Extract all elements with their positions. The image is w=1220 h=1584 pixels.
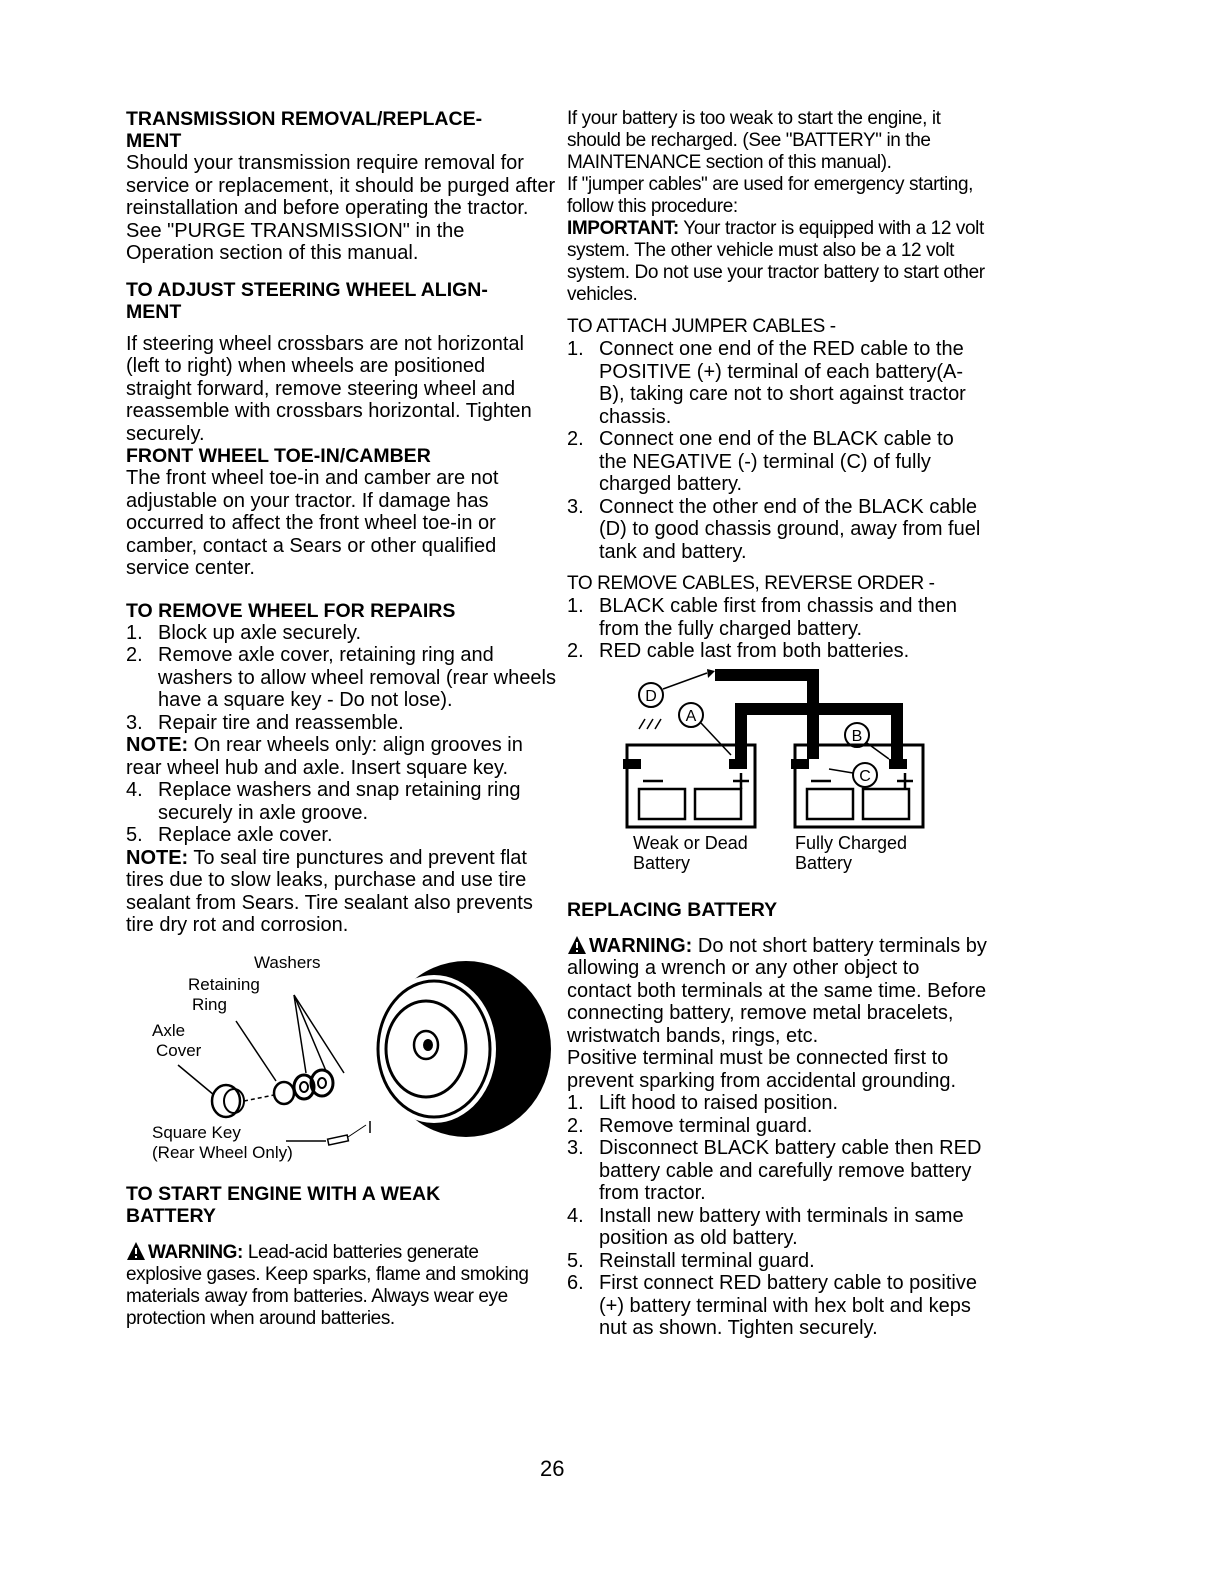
jumper-battery-drawing bbox=[567, 669, 987, 889]
replacing-battery-steps bbox=[567, 1092, 987, 1340]
weak-battery-heading: TO START ENGINE WITH A WEAK BATTERY bbox=[126, 1182, 441, 1227]
label-b: B bbox=[851, 727, 863, 745]
note-tire-sealant: NOTE: To seal tire punctures and prevent flat tires due to slow leaks, purchase and use tire sealant from Sears. Tire sealant also prevents tire dry rot and corrosion. bbox=[126, 846, 533, 936]
toe-in-body: The front wheel toe-in and camber are not adjustable on your tractor. If damage has occurred to affect the front wheel toe-in or camber, contact a Sears or other qualified service center. bbox=[126, 467, 499, 579]
list-item: 3. Connect the other end of the BLACK cable (D) to good chassis ground, away from fuel tank and battery. bbox=[567, 495, 981, 563]
list-item: 2. RED cable last from both batteries. bbox=[567, 640, 910, 662]
label-rear-wheel-only: (Rear Wheel Only) bbox=[152, 1142, 293, 1162]
attach-cables-heading: TO ATTACH JUMPER CABLES - bbox=[567, 316, 836, 337]
list-item: 5. Replace axle cover. bbox=[126, 824, 333, 846]
list-item: 4. Install new battery with terminals in same position as old battery. bbox=[567, 1204, 964, 1249]
replacing-battery-heading: REPLACING BATTERY bbox=[567, 898, 778, 921]
list-item: 2. Connect one end of the BLACK cable to the NEGATIVE (-) terminal (C) of fully charged battery. bbox=[567, 428, 954, 495]
label-square-key: Square Key bbox=[152, 1122, 241, 1142]
steering-body: If steering wheel crossbars are not horizontal (left to right) when wheels are positioned straight forward, remove steering wheel and reassemble with crossbars horizontal. Tighten securely. bbox=[126, 332, 532, 445]
note-rear-wheels: NOTE: On rear wheels only: align grooves in rear wheel hub and axle. Insert square key. bbox=[126, 734, 523, 779]
label-c: C bbox=[859, 767, 871, 785]
transmission-heading: TRANSMISSION REMOVAL/REPLACE- MENT bbox=[126, 108, 483, 152]
important-note: IMPORTANT: Your tractor is equipped with a 12 volt system. The other vehicle must also be a 12 volt system. Do not use your tractor battery to start other vehicles. bbox=[567, 218, 985, 305]
caption-full-battery: Fully Charged Battery bbox=[795, 832, 908, 873]
warning-icon bbox=[567, 935, 587, 955]
wheel-diagram bbox=[126, 953, 556, 1163]
caption-weak-battery: Weak or Dead Battery bbox=[633, 832, 748, 873]
label-axle: Axle bbox=[152, 1020, 186, 1040]
label-retaining: Retaining bbox=[188, 974, 260, 994]
list-item: 4. Replace washers and snap retaining ring securely in axle groove. bbox=[126, 779, 521, 824]
warning-icon bbox=[126, 1241, 146, 1261]
label-a: A bbox=[685, 707, 697, 725]
remove-cables-steps bbox=[567, 595, 987, 663]
label-d: D bbox=[645, 687, 657, 705]
list-item: 1. Connect one end of the RED cable to the POSITIVE (+) terminal of each battery(A-B), taking care not to short against tractor chassis. bbox=[567, 338, 966, 428]
list-item: 1. Lift hood to raised position. bbox=[567, 1092, 839, 1114]
label-cover: Cover bbox=[156, 1040, 202, 1060]
attach-cables-steps bbox=[567, 338, 987, 563]
weak-battery-intro: If your battery is too weak to start the engine, it should be recharged. (See "BATTERY" in the MAINTENANCE section of this manual). bbox=[567, 108, 941, 173]
list-item: 1. BLACK cable first from chassis and then from the fully charged battery. bbox=[567, 595, 957, 640]
replacing-battery-warning: WARNING: Do not short battery terminals by allowing a wrench or any other object to contact both terminals at the same time. Before connecting battery, remove metal bracelets, wristwatch bands, rings, etc. bbox=[567, 934, 987, 1047]
positive-terminal-note: Positive terminal must be connected first to prevent sparking from accidental grounding. bbox=[567, 1047, 957, 1092]
list-item: 1. Block up axle securely. bbox=[126, 621, 362, 644]
list-item: 2. Remove terminal guard. bbox=[567, 1114, 813, 1137]
remove-wheel-steps-b bbox=[126, 779, 556, 847]
list-item: 3. Disconnect BLACK battery cable then RED battery cable and carefully remove battery from tractor. bbox=[567, 1137, 982, 1204]
transmission-body: Should your transmission require removal for service or replacement, it should be purged after reinstallation and before operating the tractor. See "PURGE TRANSMISSION" in the Operation section of this manual. bbox=[126, 152, 556, 264]
list-item: 2. Remove axle cover, retaining ring and washers to allow wheel removal (rear wheels have a square key - Do not lose). bbox=[126, 644, 556, 711]
list-item: 5. Reinstall terminal guard. bbox=[567, 1249, 815, 1272]
toe-in-heading: FRONT WHEEL TOE-IN/CAMBER bbox=[126, 445, 431, 467]
list-item: 6. First connect RED battery cable to positive (+) battery terminal with hex bolt and keps nut as shown. Tighten securely. bbox=[567, 1272, 977, 1339]
left-column bbox=[126, 108, 556, 1330]
list-item: 3. Repair tire and reassemble. bbox=[126, 711, 404, 734]
remove-wheel-heading: TO REMOVE WHEEL FOR REPAIRS bbox=[126, 599, 456, 622]
steering-heading: TO ADJUST STEERING WHEEL ALIGN- MENT bbox=[126, 278, 488, 323]
page-number: 26 bbox=[540, 1456, 565, 1481]
jumper-battery-diagram bbox=[567, 669, 987, 889]
remove-cables-heading: TO REMOVE CABLES, REVERSE ORDER - bbox=[567, 573, 935, 594]
right-column bbox=[567, 108, 987, 1340]
jumper-cables-line: If "jumper cables" are used for emergency starting, follow this procedure: bbox=[567, 174, 974, 217]
weak-battery-warning: WARNING: Lead-acid batteries generate explosive gases. Keep sparks, flame and smoking materials away from batteries. Always wear eye protection when around batteries. bbox=[126, 1241, 529, 1329]
label-ring: Ring bbox=[192, 994, 227, 1014]
label-washers: Washers bbox=[254, 952, 321, 972]
remove-wheel-steps-a bbox=[126, 622, 556, 735]
